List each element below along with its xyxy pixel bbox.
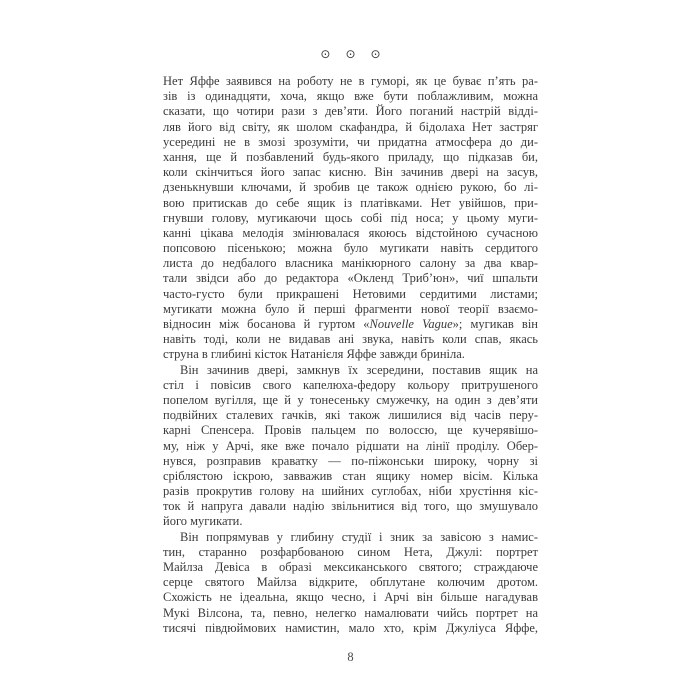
text-line: попсовою пісенькою; можна було мугикати навіть сердитого [163, 241, 538, 256]
text-line: попелом вугілля, ще й у тонесеньку смужечку, на один з дев’яти [163, 392, 538, 407]
text-line: подвійних сталевих гачків, які також лишилися від часів перу- [163, 408, 538, 423]
text-line: тин, старанно розфарбованою сином Нета, Джулі: портрет [163, 544, 538, 559]
text-line: коли скінчиться його запас кисню. Він зачинив двері на засув, [163, 165, 538, 180]
text-line: разів прокрутив голову на шийних суглобах, ніби хрустіння кіс- [163, 484, 538, 499]
text-line: Нет Яффе заявився на роботу не в гуморі, як це буває п’ять ра- [163, 74, 538, 88]
circled-dot-icon: ⊙ [345, 47, 356, 61]
page-number: 8 [347, 650, 354, 664]
text-line: нувся, розправив краватку — по-піжонськи широку, чорну зі [163, 453, 538, 468]
text-line: зів із одинадцяти, хоча, якщо вже бути поблажливим, можна [163, 89, 538, 104]
section-break-ornament [163, 47, 538, 61]
text-line: Схожість не ідеальна, якщо чесно, і Арчі він більше нагадував [163, 590, 538, 605]
text-line: сказати, що чотири рази з дев’яти. Його поганий настрій відді- [163, 104, 538, 119]
paragraph [163, 530, 538, 636]
text-line: стіл і повісив свого капелюха-федору кольору притрушеного [163, 377, 538, 392]
text-line: його мугикати. [163, 514, 243, 529]
text-line: сріблястою іскрою, завважив стан ящику номер вісім. Кілька [163, 468, 538, 483]
text-line: Він зачинив двері, замкнув їх зсередини, поставив ящик на [180, 362, 538, 377]
text-line: канні цікава мелодія змінювалася якоюсь відстойною сучасною [163, 225, 538, 240]
paragraph [163, 363, 538, 530]
text-line: ляв його від світу, як шолом скафандра, й бідолаха Нет застряг [163, 119, 538, 134]
text-line: серце святого Майлза відкрите, обплутане колючим дротом. [163, 575, 538, 590]
text-line: відносин між босанова й гуртом «Nouvelle Vague»; мугикав він [163, 317, 538, 331]
text-line: мугикати можна було й перші фрагменти нової теорії взаємо- [163, 301, 538, 316]
page-text [163, 74, 538, 636]
text-line: листа до недбалого власника манікюрного салону за два квар- [163, 256, 538, 271]
text-line: Мукі Вілсона, та, певно, нелегко намалювати чийсь портрет на [163, 605, 538, 620]
text-line: хання, ще й позбавлений будь-якого приладу, що підказав би, [163, 149, 538, 164]
circled-dot-icon: ⊙ [320, 47, 331, 61]
text-line: навіть тоді, коли не видавав ані звука, навіть коли спав, якась [163, 332, 538, 347]
text-line: часто-густо були прикрашені Нетовими сердитими листами; [163, 286, 538, 301]
text-line: ток й напруга давали надію звільнитися від того, що змушувало [163, 499, 538, 514]
text-line: му, ніж у Арчі, яке вже почало рідшати на лінії проділу. Обер- [163, 438, 538, 453]
text-line: тисячі півдюймових намистин, мало хто, крім Джуліуса Яффе, [163, 620, 538, 635]
circled-dot-icon: ⊙ [370, 47, 381, 61]
text-line: Майлза Девіса в образі мексиканського святого; страждаюче [163, 560, 538, 574]
text-line: Він попрямував у глибину студії і зник за завісою з намис- [180, 529, 538, 544]
text-line: вою притискав до себе ящик із платівками. Нет увійшов, при- [163, 195, 538, 210]
text-line: гнувши голову, мугикаючи щось собі під носа; у цьому муги- [163, 210, 538, 225]
paragraph [163, 74, 538, 363]
text-line: струна в глибині кісток Натанієля Яффе завжди бриніла. [163, 347, 465, 362]
text-line: карні Спенсера. Провів пальцем по волоссю, ще кучерявішо- [163, 423, 538, 438]
text-line: усередині не в змозі зрозуміти, чи придатна атмосфера до ди- [163, 134, 538, 149]
text-line: тали звідси або до редактора «Окленд Триб’юн», чиї шпальти [163, 271, 538, 286]
text-line: дзенькнувши ключами, й зробив це також однією рукою, бо лі- [163, 180, 538, 195]
